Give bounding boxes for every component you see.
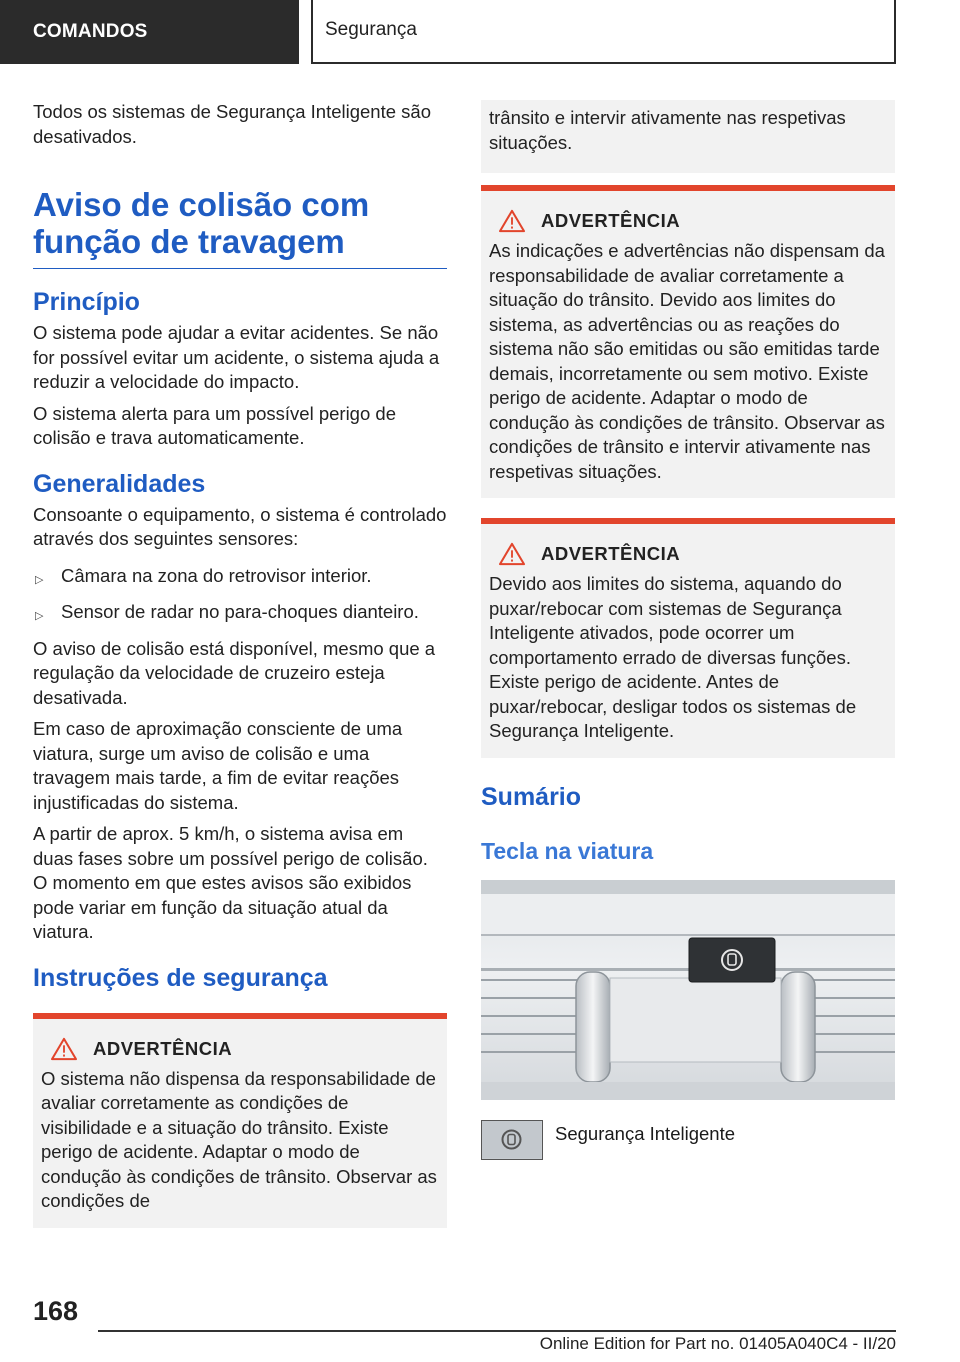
warning-text: As indicações e advertências não dispensam da responsabilidade de avaliar corretamente a situação do trânsito. Devido aos limites do sistema, as advertências ou as reações do sistema não são emitidas ou são emitidas tarde demais, incorretamente ou sem motivo. Existe perigo de acidente. Adaptar o modo de condução às condições de trânsito. Observar as condições de trânsito e intervir ativamente nas respetivas situações. [489, 240, 885, 482]
warning-label: ADVERTÊNCIA [93, 1037, 233, 1059]
vehicle-button-photo [481, 880, 895, 1100]
left-column [33, 100, 447, 1248]
button-legend [481, 1120, 895, 1160]
tecla-heading: Tecla na viatura [481, 837, 654, 864]
legend-label: Segurança Inteligente [555, 1122, 735, 1144]
warning-label: ADVERTÊNCIA [541, 543, 681, 564]
sensor-list [33, 564, 447, 625]
warning-text: Devido aos limites do sistema, aquando do puxar/rebocar com sistemas de Segurança Inteligente ativados, pode ocorrer um comportamento errado de diversas funções. Existe perigo de acidente. Antes de puxar/rebocar, desligar todos os sistemas de Segurança Inteligente. [489, 573, 857, 741]
warning-triangle-icon [497, 542, 527, 566]
footer-divider [98, 1330, 896, 1332]
intro-paragraph: Todos os sistemas de Segurança Inteligente são desativados. [33, 101, 431, 147]
warning-triangle-icon [497, 209, 527, 233]
warning-label: ADVERTÊNCIA [541, 210, 681, 231]
bullet-triangle-icon: ▷ [35, 573, 44, 586]
section-title: Aviso de colisão com função de travagem [33, 156, 447, 269]
warning-header [489, 542, 887, 566]
bullet-triangle-icon: ▷ [35, 610, 44, 622]
principio-p1: O sistema pode ajudar a evitar acidentes. Se não for possível evitar um acidente, o sistema ajuda a reduzir a velocidade do impacto. [33, 322, 440, 392]
page-header [0, 0, 960, 66]
list-item-text: Sensor de radar no para-choques dianteiro. [61, 601, 419, 622]
warning-box [481, 518, 895, 758]
warning-triangle-icon [49, 1037, 79, 1061]
generalidades-heading: Generalidades [33, 469, 206, 498]
warning-header [41, 1037, 439, 1061]
edition-note: Online Edition for Part no. 01405A040C4 - II/20 [539, 1334, 896, 1353]
page-number: 168 [33, 1296, 79, 1326]
chapter-tab: Segurança [311, 0, 896, 64]
list-item-text: Câmara na zona do retrovisor interior. [61, 564, 372, 586]
list-item [33, 600, 447, 625]
generalidades-p2: O aviso de colisão está disponível, mesmo que a regulação da velocidade de cruzeiro esteja desativada. [33, 637, 436, 708]
warning-text: O sistema não dispensa da responsabilidade de avaliar corretamente as condições de visibilidade e a situação do trânsito. Existe perigo de acidente. Adaptar o modo de condução às condições de trânsito. Observar as condições de [41, 1067, 437, 1211]
dashboard-illustration [481, 880, 895, 1100]
continuation-text: trânsito e intervir ativamente nas respetivas situações. [489, 107, 846, 153]
warning-box [33, 1013, 447, 1228]
seguranca-heading: Instruções de segurança [33, 963, 328, 992]
warning-box [481, 185, 895, 498]
generalidades-p4: A partir de aprox. 5 km/h, o sistema avisa em duas fases sobre um possível perigo de colisão. O momento em que estes avisos são exibidos pode variar em função da situação atual da viatura. [33, 823, 428, 942]
warning-continuation [481, 100, 895, 173]
right-column [481, 100, 895, 1160]
generalidades-p3: Em caso de aproximação consciente de uma viatura, surge um aviso de colisão e uma travagem mais tarde, a fim de evitar reações injustificadas do sistema. [33, 718, 403, 813]
section-tab: COMANDOS [0, 0, 299, 64]
warning-header [489, 209, 887, 233]
generalidades-p1: Consoante o equipamento, o sistema é controlado através dos seguintes sensores: [33, 503, 447, 549]
sumario-heading: Sumário [481, 782, 582, 811]
intelligent-safety-icon [481, 1120, 543, 1160]
principio-p2: O sistema alerta para um possível perigo de colisão e trava automaticamente. [33, 402, 396, 448]
list-item [33, 564, 447, 589]
principio-heading: Princípio [33, 288, 140, 316]
